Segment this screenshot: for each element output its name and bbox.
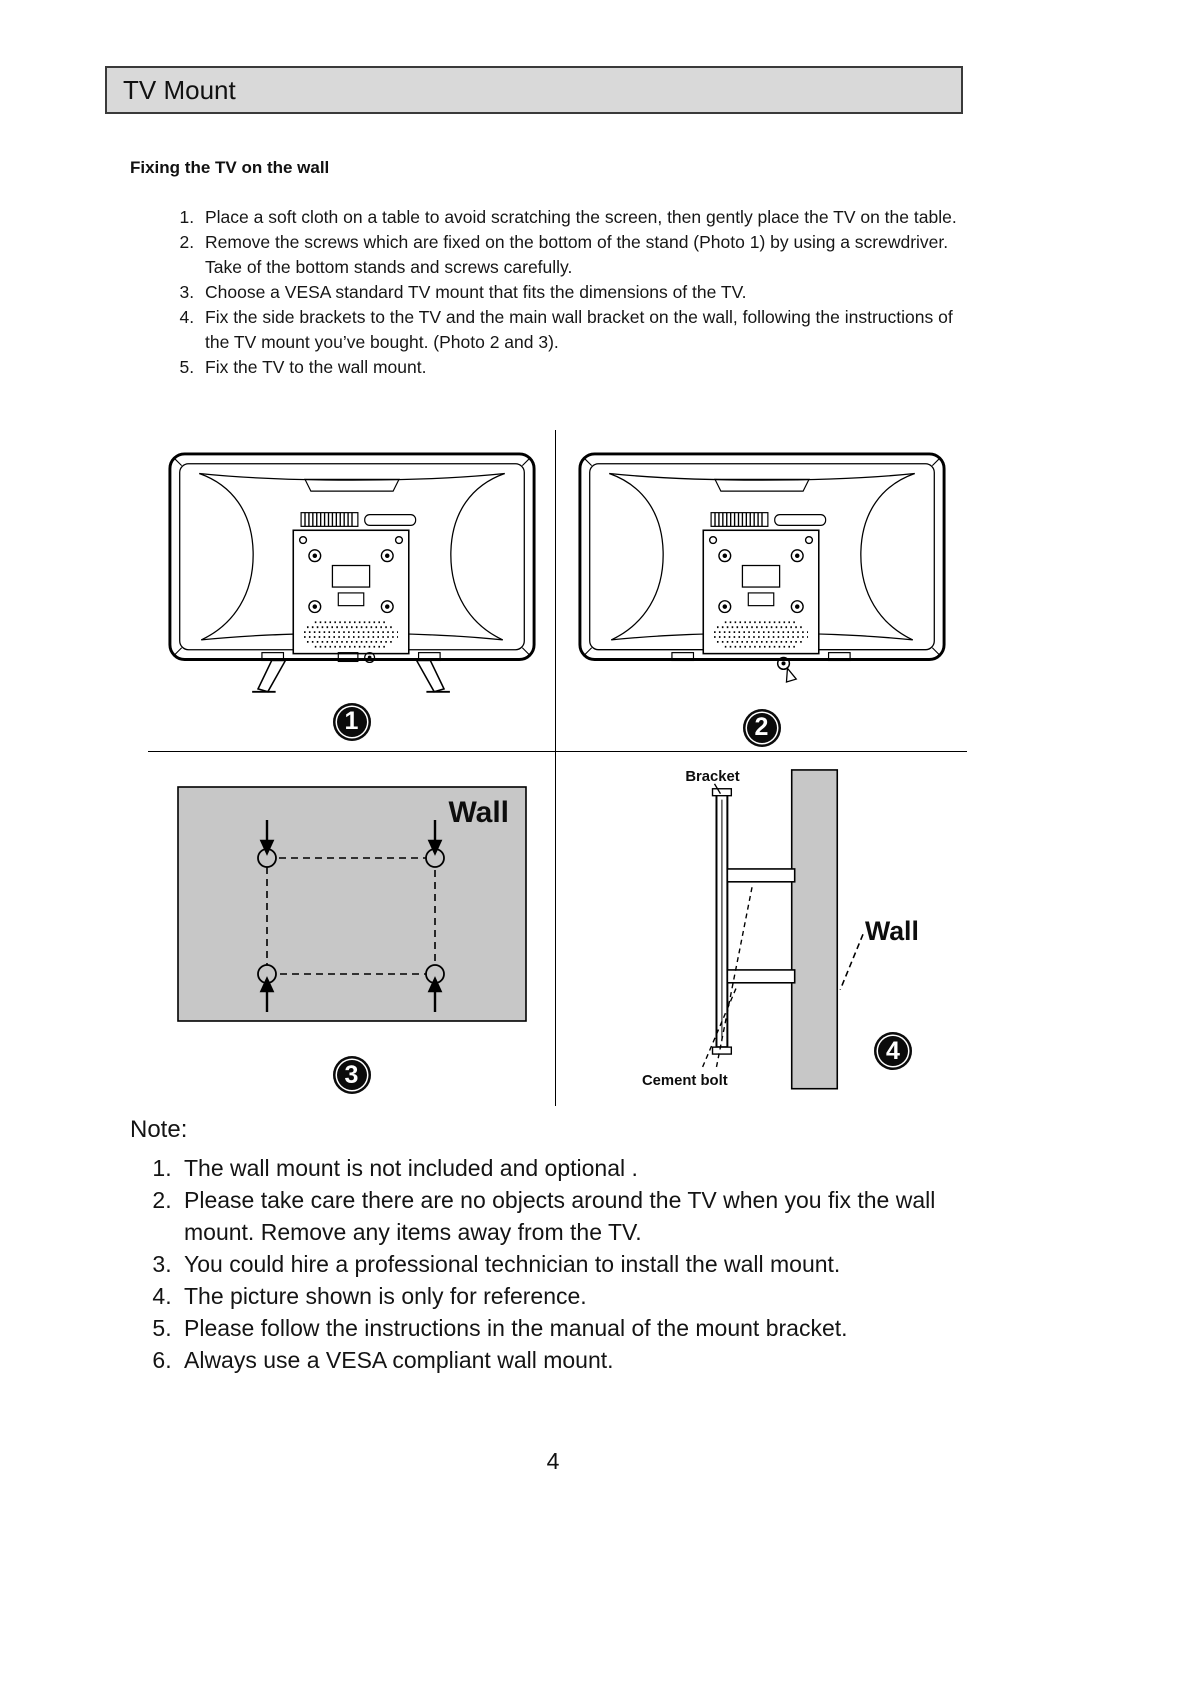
figure-3-badge: 3 xyxy=(333,1056,371,1094)
note-item-4: 4. The picture shown is only for reference. xyxy=(178,1280,970,1312)
figure-1-cell xyxy=(148,430,556,752)
page-title xyxy=(105,66,963,114)
instruction-list xyxy=(165,205,965,380)
instruction-step-4: 4. Fix the side brackets to the TV and the main wall bracket on the wall, following the instructions of the TV mount you’ve bought. (Photo 2 and 3). xyxy=(199,305,965,355)
note-item-5: 5. Please follow the instructions in the manual of the mount bracket. xyxy=(178,1312,970,1344)
wall-shape xyxy=(792,770,838,1089)
bracket-label: Bracket xyxy=(685,768,740,785)
note-heading: Note: xyxy=(130,1116,188,1143)
figures-grid xyxy=(148,430,967,1106)
tv-back-no-stand-diagram xyxy=(576,450,948,685)
figure-4-badge: 4 xyxy=(874,1032,912,1070)
instruction-step-5: 5. Fix the TV to the wall mount. xyxy=(199,355,965,380)
instruction-step-1: 1. Place a soft cloth on a table to avoid scratching the screen, then gently place the TV on the table. xyxy=(199,205,965,230)
note-list xyxy=(130,1152,970,1376)
note-item-6: 6. Always use a VESA compliant wall mount. xyxy=(178,1344,970,1376)
cement-bolt-label: Cement bolt xyxy=(641,1072,728,1089)
figure-3-cell xyxy=(148,752,556,1106)
wall-holes-diagram xyxy=(177,786,527,1022)
wall-side-label: Wall xyxy=(864,916,919,947)
section-heading: Fixing the TV on the wall xyxy=(130,158,330,177)
figure-2-cell xyxy=(556,430,967,752)
figure-1-badge: 1 xyxy=(333,703,371,741)
instruction-step-2: 2. Remove the screws which are fixed on the bottom of the stand (Photo 1) by using a screwdriver. Take of the bottom stands and screws carefully. xyxy=(199,230,965,280)
instruction-step-3: 3. Choose a VESA standard TV mount that fits the dimensions of the TV. xyxy=(199,280,965,305)
figure-4-cell xyxy=(556,752,967,1106)
tv-back-with-stand-diagram xyxy=(166,450,538,697)
note-item-2: 2. Please take care there are no objects around the TV when you fix the wall mount. Remove any items away from the TV. xyxy=(178,1184,970,1248)
figure-2-badge: 2 xyxy=(743,709,781,747)
page-title-text: TV Mount xyxy=(123,74,236,105)
page-number: 4 xyxy=(546,1448,560,1474)
note-item-1: 1. The wall mount is not included and optional . xyxy=(178,1152,970,1184)
note-item-3: 3. You could hire a professional technician to install the wall mount. xyxy=(178,1248,970,1280)
wall-label: Wall xyxy=(447,796,509,829)
note-section xyxy=(130,1116,970,1376)
